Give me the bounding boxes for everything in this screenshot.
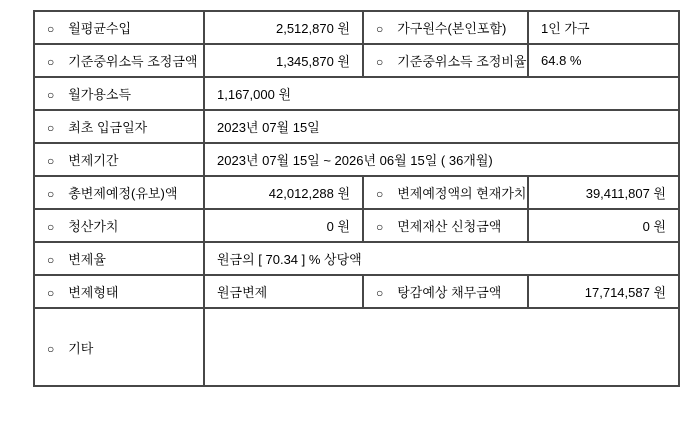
row-value-cell: 17,714,587 원 [528, 275, 679, 308]
row-value-cell: 1,167,000 원 [204, 77, 679, 110]
row-value-cell [204, 308, 679, 386]
row-label-text: 총변제예정(유보)액 [68, 186, 178, 201]
row-label-text: 변제기간 [68, 153, 119, 168]
row-label-cell [363, 11, 528, 44]
row-label-text: 청산가치 [68, 219, 119, 234]
circle-bullet-icon: ○ [47, 154, 55, 168]
circle-bullet-icon: ○ [376, 220, 384, 234]
table-row [34, 242, 679, 275]
circle-bullet-icon: ○ [376, 286, 384, 300]
row-label-cell [34, 275, 204, 308]
row-label-cell [34, 242, 204, 275]
row-label-cell [34, 143, 204, 176]
row-label-cell [363, 44, 528, 77]
row-label-cell [34, 44, 204, 77]
repayment-plan-table-body [34, 11, 679, 386]
circle-bullet-icon: ○ [47, 187, 55, 201]
circle-bullet-icon: ○ [47, 22, 55, 36]
circle-bullet-icon: ○ [47, 220, 55, 234]
table-row [34, 110, 679, 143]
circle-bullet-icon: ○ [47, 253, 55, 267]
row-value-cell: 2023년 07월 15일 ~ 2026년 06월 15일 ( 36개월) [204, 143, 679, 176]
circle-bullet-icon: ○ [47, 88, 55, 102]
row-value-cell: 39,411,807 원 [528, 176, 679, 209]
row-label-text: 기준중위소득 조정금액 [68, 54, 198, 69]
row-label-cell [34, 77, 204, 110]
row-label-text: 기타 [68, 340, 94, 356]
row-value-cell: 42,012,288 원 [204, 176, 363, 209]
table-row [34, 209, 679, 242]
repayment-plan-table [33, 10, 680, 387]
row-value-cell: 1인 가구 [528, 11, 679, 44]
row-label-text: 최초 입금일자 [68, 120, 148, 135]
row-label-cell [34, 110, 204, 143]
row-label-text: 면제재산 신청금액 [397, 219, 502, 234]
row-value-cell: 64.8 % [528, 44, 679, 77]
circle-bullet-icon: ○ [47, 55, 55, 69]
circle-bullet-icon: ○ [376, 55, 384, 69]
row-label-text: 기준중위소득 조정비율 [397, 54, 527, 69]
row-label-cell [363, 176, 528, 209]
row-value-cell: 원금의 [ 70.34 ] % 상당액 [204, 242, 679, 275]
row-label-text: 가구원수(본인포함) [397, 21, 507, 36]
row-value-cell: 2,512,870 원 [204, 11, 363, 44]
table-row [34, 308, 679, 386]
row-label-cell [34, 308, 204, 386]
row-value-cell: 0 원 [528, 209, 679, 242]
table-row [34, 77, 679, 110]
row-value-cell: 1,345,870 원 [204, 44, 363, 77]
row-label-cell [34, 176, 204, 209]
table-row [34, 176, 679, 209]
row-label-cell [34, 11, 204, 44]
row-label-cell [363, 209, 528, 242]
circle-bullet-icon: ○ [376, 22, 384, 36]
table-row [34, 275, 679, 308]
circle-bullet-icon: ○ [47, 341, 55, 356]
row-label-text: 변제예정액의 현재가치 [397, 186, 527, 201]
table-row [34, 11, 679, 44]
table-row [34, 44, 679, 77]
row-label-cell [363, 275, 528, 308]
row-value-cell: 원금변제 [204, 275, 363, 308]
circle-bullet-icon: ○ [47, 121, 55, 135]
circle-bullet-icon: ○ [47, 286, 55, 300]
row-value-cell: 2023년 07월 15일 [204, 110, 679, 143]
row-label-text: 변제율 [68, 252, 106, 267]
row-label-text: 탕감예상 채무금액 [397, 285, 502, 300]
row-label-text: 월가용소득 [68, 87, 132, 102]
row-value-cell: 0 원 [204, 209, 363, 242]
table-row [34, 143, 679, 176]
row-label-text: 월평균수입 [68, 21, 132, 36]
row-label-text: 변제형태 [68, 285, 119, 300]
row-label-cell [34, 209, 204, 242]
circle-bullet-icon: ○ [376, 187, 384, 201]
